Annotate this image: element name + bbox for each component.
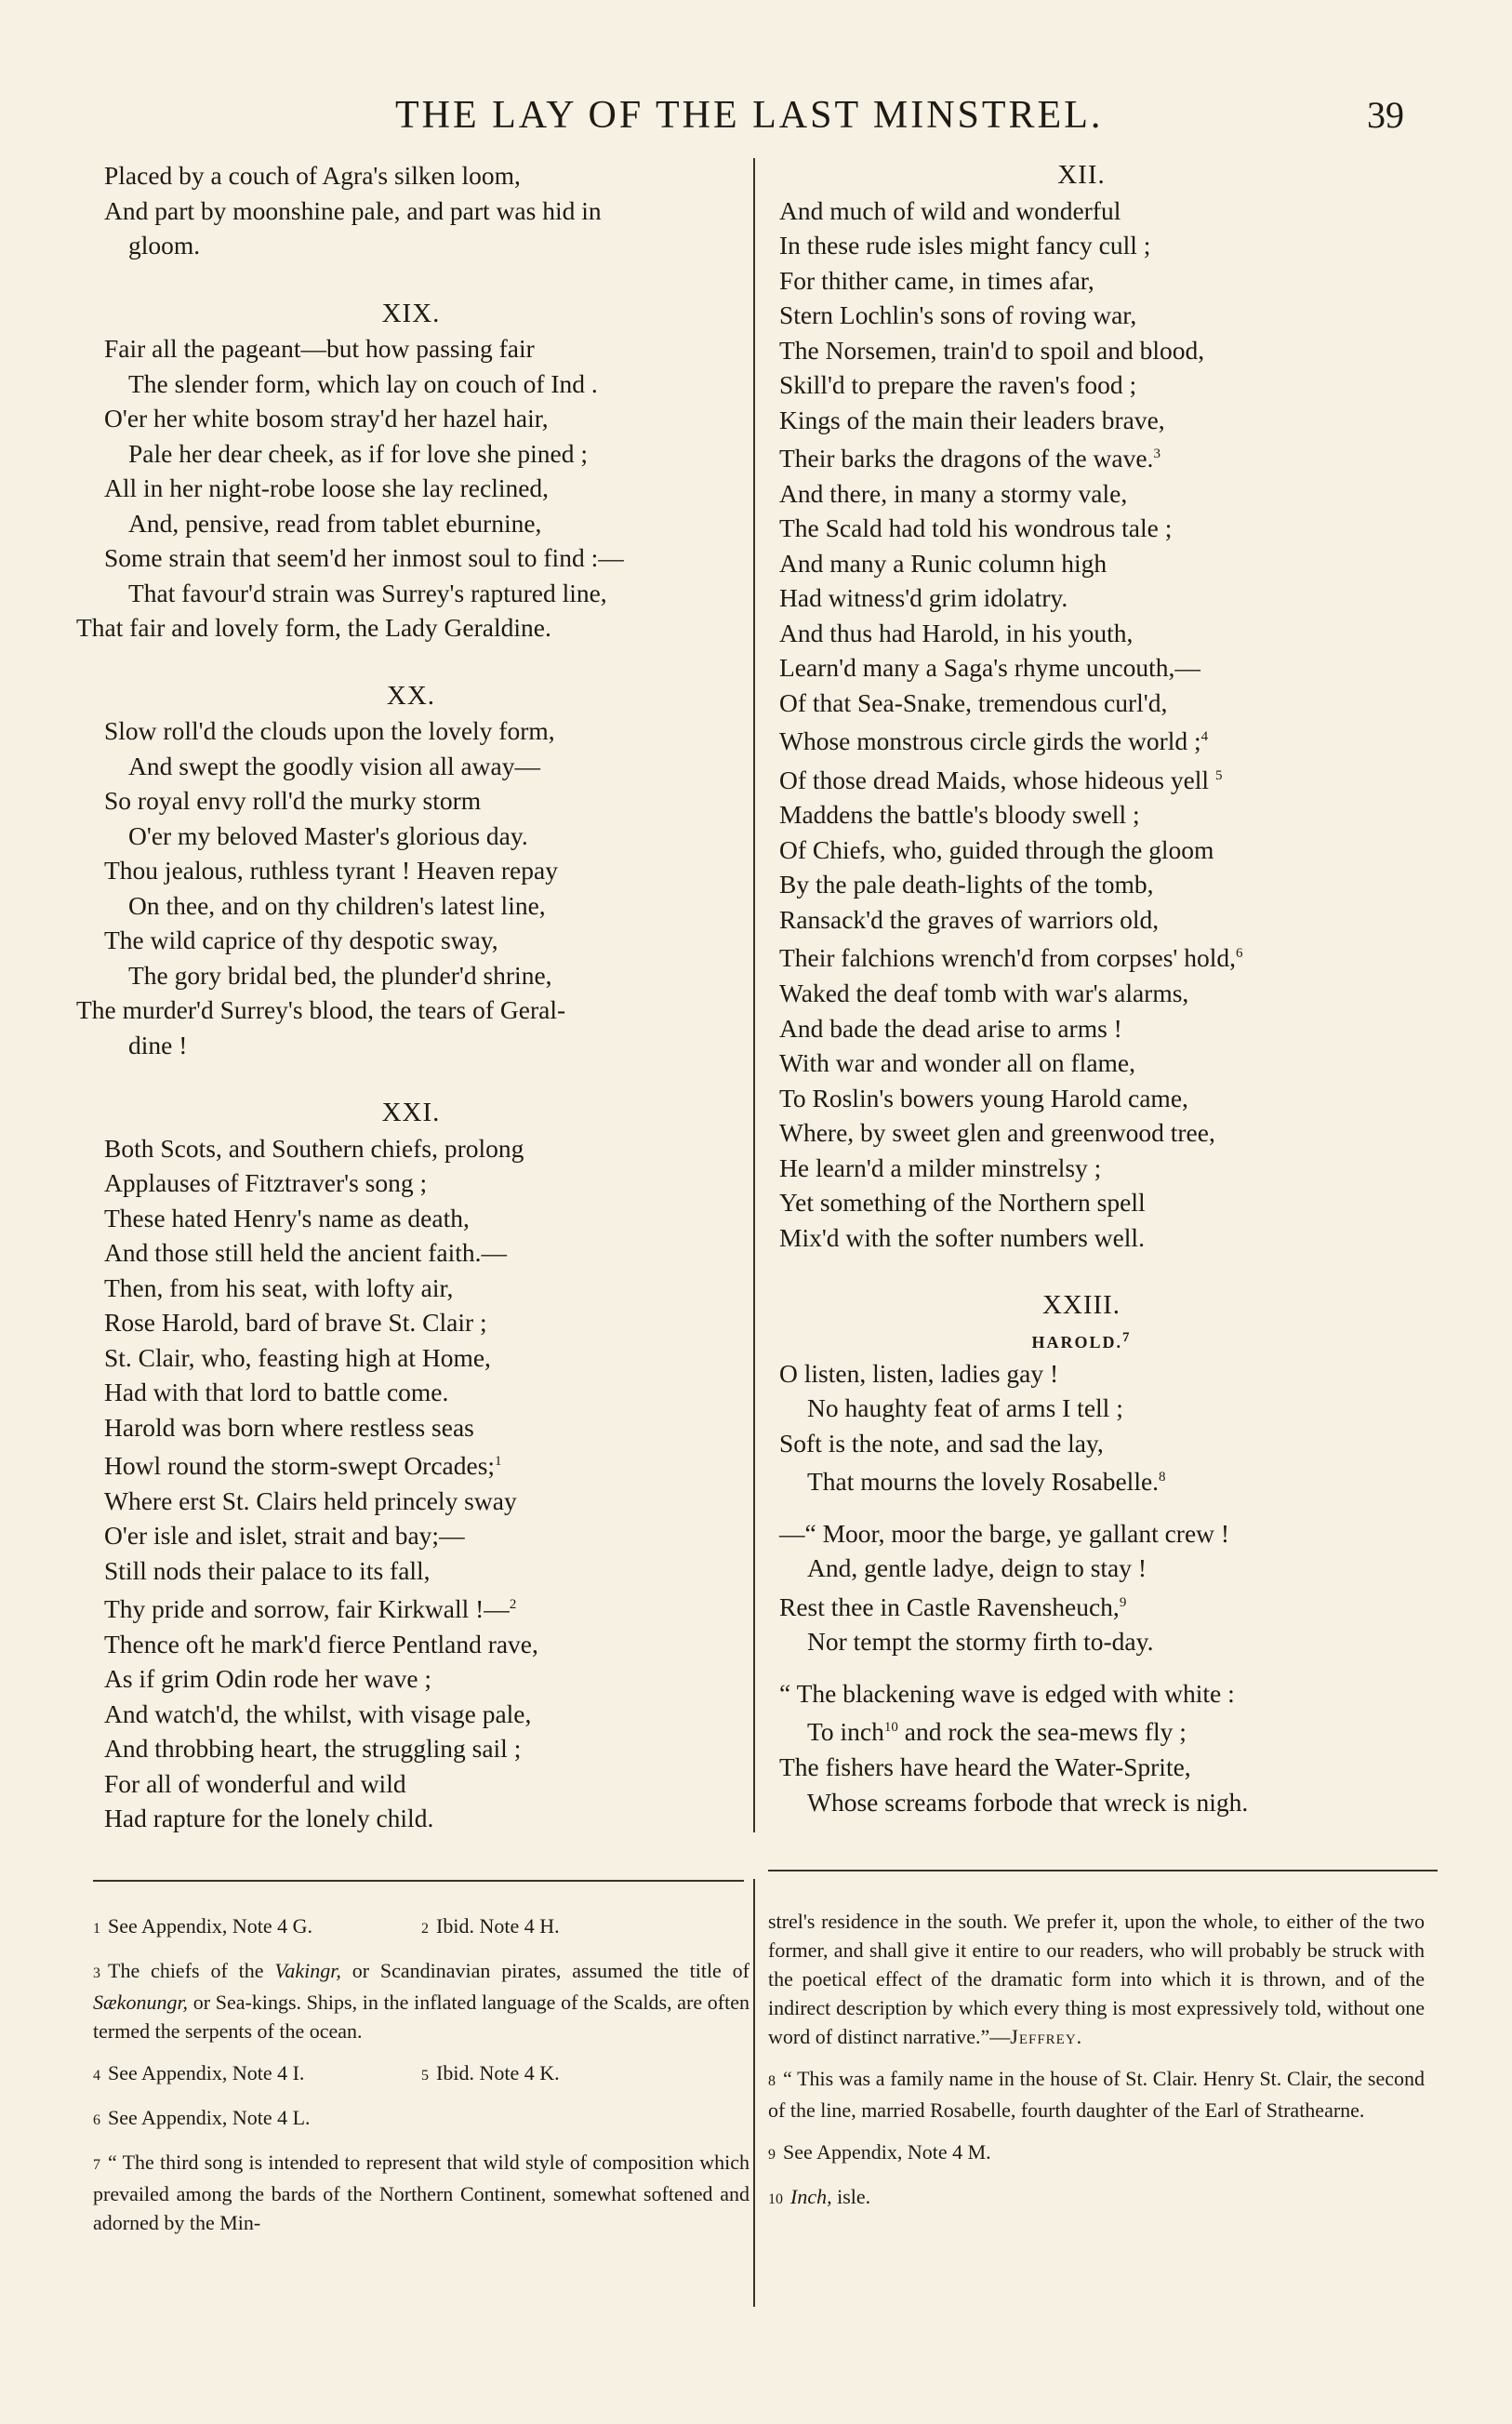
verse-line: And thus had Harold, in his youth, <box>779 618 1134 647</box>
verse-line: Learn'd many a Saga's rhyme uncouth,— <box>779 653 1200 683</box>
footnote-8 <box>768 2064 1425 2124</box>
verse-line: To Roslin's bowers young Harold came, <box>779 1083 1188 1112</box>
verse-line: Kings of the main their leaders brave, <box>779 405 1165 434</box>
verse-line: Stern Lochlin's sons of roving war, <box>779 300 1137 329</box>
verse-line: Thence oft he mark'd fierce Pentland rave, <box>104 1629 538 1658</box>
verse-line: That fair and lovely form, the Lady Geraldine. <box>76 613 551 642</box>
footnote-rule <box>768 1870 1438 1871</box>
verse-line: And swept the goodly vision all away— <box>128 751 540 780</box>
verse-line: Mix'd with the softer numbers well. <box>779 1222 1145 1252</box>
footnote-number: 8 <box>768 2073 776 2089</box>
song-title-text: HAROLD. <box>1031 1332 1122 1352</box>
verse-line <box>779 1711 1384 1750</box>
verse-line: So royal envy roll'd the murky storm <box>104 786 482 815</box>
verse-line: Had witness'd grim idolatry. <box>779 583 1068 613</box>
verse-line <box>76 1588 746 1627</box>
footnote-text: or Scandinavian pirates, assumed the title of <box>340 1959 750 1982</box>
verse-line: And those still held the ancient faith.— <box>104 1238 508 1267</box>
verse-text: Thy pride and sorrow, fair Kirkwall !— <box>104 1594 510 1624</box>
column-rule <box>753 158 755 1832</box>
verse-text: Whose monstrous circle girds the world ; <box>779 726 1201 756</box>
verse-line: Yet something of the Northern spell <box>779 1188 1146 1218</box>
verse-line <box>779 1586 1384 1625</box>
verse-text: Of those dread Maids, whose hideous yell <box>779 765 1210 794</box>
footnote-10 <box>768 2182 1425 2214</box>
verse-line <box>779 720 1384 759</box>
verse-line <box>76 1445 746 1484</box>
verse-line: Maddens the battle's bloody swell ; <box>779 800 1140 830</box>
verse-line: No haughty feat of arms I tell ; <box>807 1393 1123 1423</box>
note-mark: 9 <box>1119 1594 1127 1610</box>
note-mark: 1 <box>495 1454 502 1469</box>
verse-line: And much of wild and wonderful <box>779 195 1121 225</box>
footnote-term: Inch, <box>790 2185 832 2208</box>
verse-line: Whose screams forbode that wreck is nigh. <box>807 1787 1249 1817</box>
verse-line: Slow roll'd the clouds upon the lovely form, <box>104 716 555 745</box>
section-heading-xxiii: XXIII. <box>1041 1290 1121 1321</box>
verse-line: The murder'd Surrey's blood, the tears of Geral- <box>76 995 566 1024</box>
verse-line: Soft is the note, and sad the lay, <box>779 1428 1104 1458</box>
verse-line: Then, from his seat, with lofty air, <box>104 1272 454 1302</box>
verse-line: Applauses of Fitztraver's song ; <box>104 1168 428 1197</box>
footnote-text: See Appendix, Note 4 G. <box>108 1914 312 1938</box>
footnote-text: isle. <box>831 2185 871 2208</box>
footnote-4 <box>93 2058 421 2090</box>
verse-line: O'er my beloved Master's glorious day. <box>128 820 528 850</box>
verse-line: O'er isle and islet, strait and bay;— <box>104 1521 465 1551</box>
verse-line: Both Scots, and Southern chiefs, prolong <box>104 1133 524 1163</box>
note-mark: 10 <box>883 1720 898 1736</box>
footnote-number: 4 <box>93 2068 100 2084</box>
verse-line: And, pensive, read from tablet eburnine, <box>128 508 542 538</box>
right-column <box>779 158 1384 1819</box>
footnote-number: 7 <box>93 2157 100 2173</box>
footnote-number: 9 <box>768 2147 776 2163</box>
note-mark: 7 <box>1122 1329 1132 1345</box>
verse-line: The wild caprice of thy despotic sway, <box>104 926 498 954</box>
footnotes-left <box>93 1911 749 2250</box>
verse-line: With war and wonder all on flame, <box>779 1048 1135 1078</box>
verse-line: He learn'd a milder minstrelsy ; <box>779 1152 1102 1182</box>
footnote-2 <box>421 1911 749 1943</box>
verse-line: As if grim Odin rode her wave ; <box>104 1664 432 1694</box>
stanza-xxii <box>779 193 1384 1256</box>
note-mark: 5 <box>1214 767 1223 783</box>
verse-line: For thither came, in times afar, <box>779 265 1094 295</box>
verse-line <box>779 937 1384 976</box>
verse-text: and rock the sea-mews fly ; <box>897 1717 1187 1747</box>
verse-line: Ransack'd the graves of warriors old, <box>779 904 1160 934</box>
verse-line: The slender form, which lay on couch of Ind . <box>128 368 598 398</box>
song-stanza-2 <box>779 1516 1384 1659</box>
verse-text: Howl round the storm-swept Orcades; <box>104 1451 496 1481</box>
verse-line: Where erst St. Clairs held princely sway <box>104 1485 517 1515</box>
verse-line: By the pale death-lights of the tomb, <box>779 870 1154 899</box>
footnote-pair <box>93 1911 749 1956</box>
footnote-term: Vakingr, <box>274 1959 341 1982</box>
verse-line: Waked the deaf tomb with war's alarms, <box>779 979 1189 1008</box>
footnote-number: 10 <box>768 2191 783 2207</box>
verse-line: The gory bridal bed, the plunder'd shrine, <box>128 960 552 990</box>
verse-line: O'er her white bosom stray'd her hazel hair, <box>104 404 549 433</box>
verse-line: And throbbing heart, the struggling sail ; <box>104 1734 522 1764</box>
footnote-5 <box>421 2058 749 2090</box>
stanza-xx <box>76 713 746 1062</box>
verse-line: And many a Runic column high <box>779 548 1107 578</box>
song-title <box>779 1324 1384 1356</box>
section-heading-xx: XX. <box>386 680 436 711</box>
footnote-number: 3 <box>93 1965 100 1981</box>
verse-line: Of that Sea-Snake, tremendous curl'd, <box>779 687 1168 717</box>
verse-line: All in her night-robe loose she lay reclined, <box>104 473 550 502</box>
footnote-text: strel's residence in the south. We prefer it, upon the whole, to either of the two former, and shall give it entire to our readers, who will probably be struck with the poetical effect of the dramatic form into which it is thrown, and of the indirect description by which every thing is most expressively told, without one word of distinct narrative.”— <box>768 1910 1425 2048</box>
song-stanza-3 <box>779 1676 1384 1819</box>
footnote-text: See Appendix, Note 4 I. <box>108 2061 305 2084</box>
verse-line: St. Clair, who, feasting high at Home, <box>104 1342 491 1372</box>
verse-line <box>779 759 1384 798</box>
verse-line: And there, in many a stormy vale, <box>779 478 1128 508</box>
verse-line: The fishers have heard the Water-Sprite, <box>779 1752 1191 1782</box>
verse-line: Fair all the pageant—but how passing fair <box>104 334 535 363</box>
section-heading-xix: XIX. <box>381 298 441 328</box>
verse-line: O listen, listen, ladies gay ! <box>779 1358 1059 1388</box>
footnote-text: Ibid. Note 4 K. <box>436 2061 560 2084</box>
verse-line: “ The blackening wave is edged with white : <box>779 1678 1235 1708</box>
footnote-number: 5 <box>421 2068 429 2084</box>
verse-line: Had rapture for the lonely child. <box>104 1804 434 1833</box>
footnote-term: Sækonungr, <box>93 1991 189 2014</box>
footnote-text: “ This was a family name in the house of St. Clair. Henry St. Clair, the second of the line, married Rosabelle, fourth daughter of the Earl of Strathearne. <box>768 2067 1425 2122</box>
footnote-text: or Sea-kings. Ships, in the inflated language of the Scalds, are often termed the serpents of the ocean. <box>93 1991 749 2043</box>
footnote-3 <box>93 1956 749 2045</box>
verse-line: The Norsemen, train'd to spoil and blood, <box>779 335 1205 365</box>
footnote-author: Jeffrey. <box>1010 2025 1083 2048</box>
note-mark: 2 <box>509 1597 517 1613</box>
verse-text: To inch <box>807 1717 884 1747</box>
footnote-number: 6 <box>93 2112 100 2128</box>
verse-line: These hated Henry's name as death, <box>104 1203 470 1232</box>
footnote-text: Ibid. Note 4 H. <box>436 1914 560 1938</box>
verse-text: Rest thee in Castle Ravensheuch, <box>779 1592 1120 1621</box>
footnote-7 <box>93 2148 749 2237</box>
verse-line: And bade the dead arise to arms ! <box>779 1013 1122 1043</box>
footnote-pair <box>93 2058 749 2103</box>
opening-stanza <box>76 158 746 263</box>
verse-line: Still nods their palace to its fall, <box>104 1555 431 1585</box>
footnote-6 <box>93 2103 749 2135</box>
section-heading-xxi: XXI. <box>381 1098 441 1127</box>
verse-line: Skill'd to prepare the raven's food ; <box>779 370 1137 399</box>
note-mark: 4 <box>1200 729 1209 745</box>
stanza-xix <box>76 331 746 646</box>
footnote-number: 1 <box>93 1921 100 1937</box>
page-header <box>0 93 1512 149</box>
verse-line: Pale her dear cheek, as if for love she pined ; <box>128 438 589 468</box>
verse-line: On thee, and on thy children's latest line, <box>128 890 546 920</box>
verse-line: Some strain that seem'd her inmost soul to find :— <box>104 543 624 572</box>
verse-line <box>779 437 1384 476</box>
verse-line: And watch'd, the whilst, with visage pale, <box>104 1698 532 1728</box>
footnote-text: “ The third song is intended to represent that wild style of composition which prevailed among the bards of the Northern Continent, somewhat softened and adorned by the Min- <box>93 2151 749 2234</box>
verse-line: In these rude isles might fancy cull ; <box>779 231 1151 260</box>
verse-line: —“ Moor, moor the barge, ye gallant crew ! <box>779 1518 1230 1548</box>
stanza-xxi <box>76 1131 746 1836</box>
verse-line: Where, by sweet glen and greenwood tree, <box>779 1118 1215 1148</box>
verse-line: gloom. <box>128 231 201 260</box>
verse-text: Their barks the dragons of the wave. <box>779 444 1154 473</box>
verse-line: Had with that lord to battle come. <box>104 1378 449 1406</box>
running-title: THE LAY OF THE LAST MINSTREL. <box>395 94 1104 137</box>
footnote-text: See Appendix, Note 4 L. <box>108 2106 311 2129</box>
note-mark: 8 <box>1159 1470 1166 1485</box>
song-stanza-1 <box>779 1356 1384 1499</box>
verse-text: That mourns the lovely Rosabelle. <box>807 1467 1160 1497</box>
left-column <box>76 158 746 1836</box>
verse-line: Nor tempt the stormy firth to-day. <box>807 1627 1154 1657</box>
verse-line: And part by moonshine pale, and part was hid in <box>104 195 602 225</box>
footnote-text: See Appendix, Note 4 M. <box>783 2140 991 2164</box>
footnote-9 <box>768 2138 1425 2169</box>
footnote-1 <box>93 1911 421 1943</box>
footnote-number: 2 <box>421 1921 429 1937</box>
verse-line: Of Chiefs, who, guided through the gloom <box>779 834 1214 864</box>
verse-line: And, gentle ladye, deign to stay ! <box>807 1553 1147 1583</box>
section-heading-xii: XII. <box>1057 160 1106 190</box>
verse-line: For all of wonderful and wild <box>104 1768 406 1798</box>
verse-text: Their falchions wrench'd from corpses' hold, <box>779 943 1237 973</box>
note-mark: 3 <box>1153 446 1161 461</box>
note-mark: 6 <box>1236 946 1243 962</box>
verse-line <box>779 1460 1384 1499</box>
footnote-column-rule <box>753 1879 755 2307</box>
verse-line: Rose Harold, bard of brave St. Clair ; <box>104 1308 487 1337</box>
footnote-text: The chiefs of the <box>108 1959 275 1982</box>
verse-line: Placed by a couch of Agra's silken loom, <box>104 161 521 190</box>
footnotes-right <box>768 1907 1425 2227</box>
verse-line: Thou jealous, ruthless tyrant ! Heaven repay <box>104 856 558 885</box>
footnote-rule <box>93 1880 744 1882</box>
verse-line: dine ! <box>128 1030 188 1059</box>
page-number: 39 <box>1367 94 1404 136</box>
verse-line: Harold was born where restless seas <box>104 1412 474 1442</box>
verse-line: That favour'd strain was Surrey's raptured line, <box>128 578 607 607</box>
verse-line: The Scald had told his wondrous tale ; <box>779 513 1173 543</box>
footnote-7-continued <box>768 1907 1425 2051</box>
